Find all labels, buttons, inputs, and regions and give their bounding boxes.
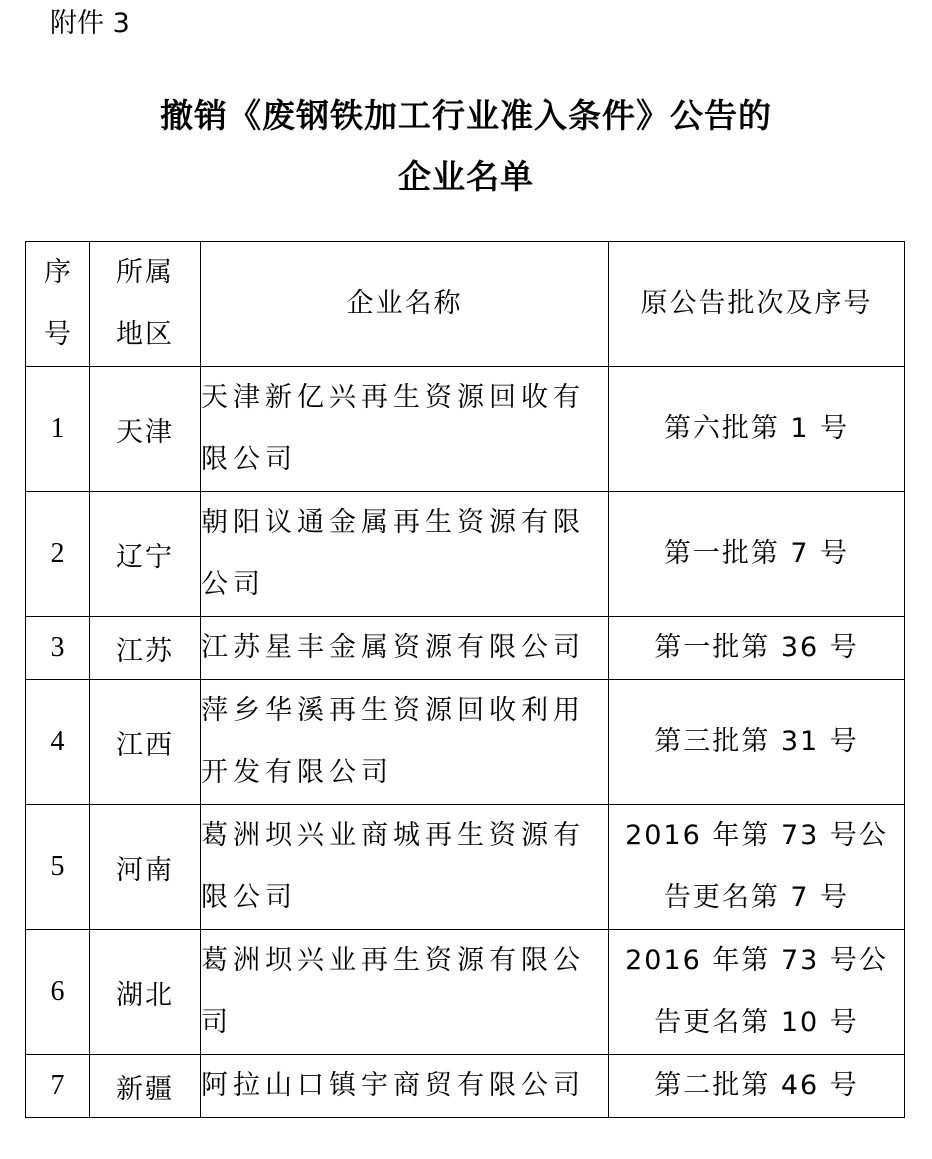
- table-row: [26, 367, 905, 492]
- row-seq: 4: [26, 680, 90, 805]
- table-row: [26, 930, 905, 1055]
- row-original-announcement: 2016 年第 73 号公告更名第 7 号: [609, 805, 905, 930]
- table-row: [26, 492, 905, 617]
- document-title-line1: 撤销《废钢铁加工行业准入条件》公告的: [160, 96, 772, 135]
- row-seq: 1: [26, 367, 90, 492]
- row-enterprise-name: 葛洲坝兴业再生资源有限公司: [201, 930, 609, 1055]
- row-original-announcement: 第三批第 31 号: [609, 680, 905, 805]
- row-enterprise-name: 朝阳议通金属再生资源有限公司: [201, 492, 609, 617]
- table-row: [26, 1055, 905, 1118]
- row-seq: 6: [26, 930, 90, 1055]
- row-enterprise-name: 天津新亿兴再生资源回收有限公司: [201, 367, 609, 492]
- row-original-announcement: 第二批第 46 号: [609, 1055, 905, 1118]
- table-row: [26, 680, 905, 805]
- row-region: 江苏: [90, 617, 201, 680]
- enterprise-list-table: [25, 241, 905, 1118]
- table-header-row: [26, 242, 905, 367]
- row-original-announcement: 2016 年第 73 号公告更名第 10 号: [609, 930, 905, 1055]
- row-original-announcement: 第一批第 36 号: [609, 617, 905, 680]
- row-seq: 2: [26, 492, 90, 617]
- row-region: 新疆: [90, 1055, 201, 1118]
- header-enterprise-name: 企业名称: [201, 242, 609, 367]
- table-row: [26, 617, 905, 680]
- row-original-announcement: 第六批第 1 号: [609, 367, 905, 492]
- row-region: 湖北: [90, 930, 201, 1055]
- row-original-announcement: 第一批第 7 号: [609, 492, 905, 617]
- row-seq: 7: [26, 1055, 90, 1118]
- header-region: 所属地区: [90, 242, 201, 367]
- row-region: 辽宁: [90, 492, 201, 617]
- row-region: 天津: [90, 367, 201, 492]
- row-enterprise-name: 江苏星丰金属资源有限公司: [201, 617, 609, 680]
- row-region: 江西: [90, 680, 201, 805]
- row-seq: 3: [26, 617, 90, 680]
- document-title-line2: 企业名单: [398, 157, 534, 196]
- row-seq: 5: [26, 805, 90, 930]
- row-enterprise-name: 葛洲坝兴业商城再生资源有限公司: [201, 805, 609, 930]
- table-row: [26, 805, 905, 930]
- header-original-announcement: 原公告批次及序号: [609, 242, 905, 367]
- row-region: 河南: [90, 805, 201, 930]
- header-seq: 序号: [26, 242, 90, 367]
- attachment-label: 附件 3: [50, 8, 130, 39]
- row-enterprise-name: 阿拉山口镇宇商贸有限公司: [201, 1055, 609, 1118]
- row-enterprise-name: 萍乡华溪再生资源回收利用开发有限公司: [201, 680, 609, 805]
